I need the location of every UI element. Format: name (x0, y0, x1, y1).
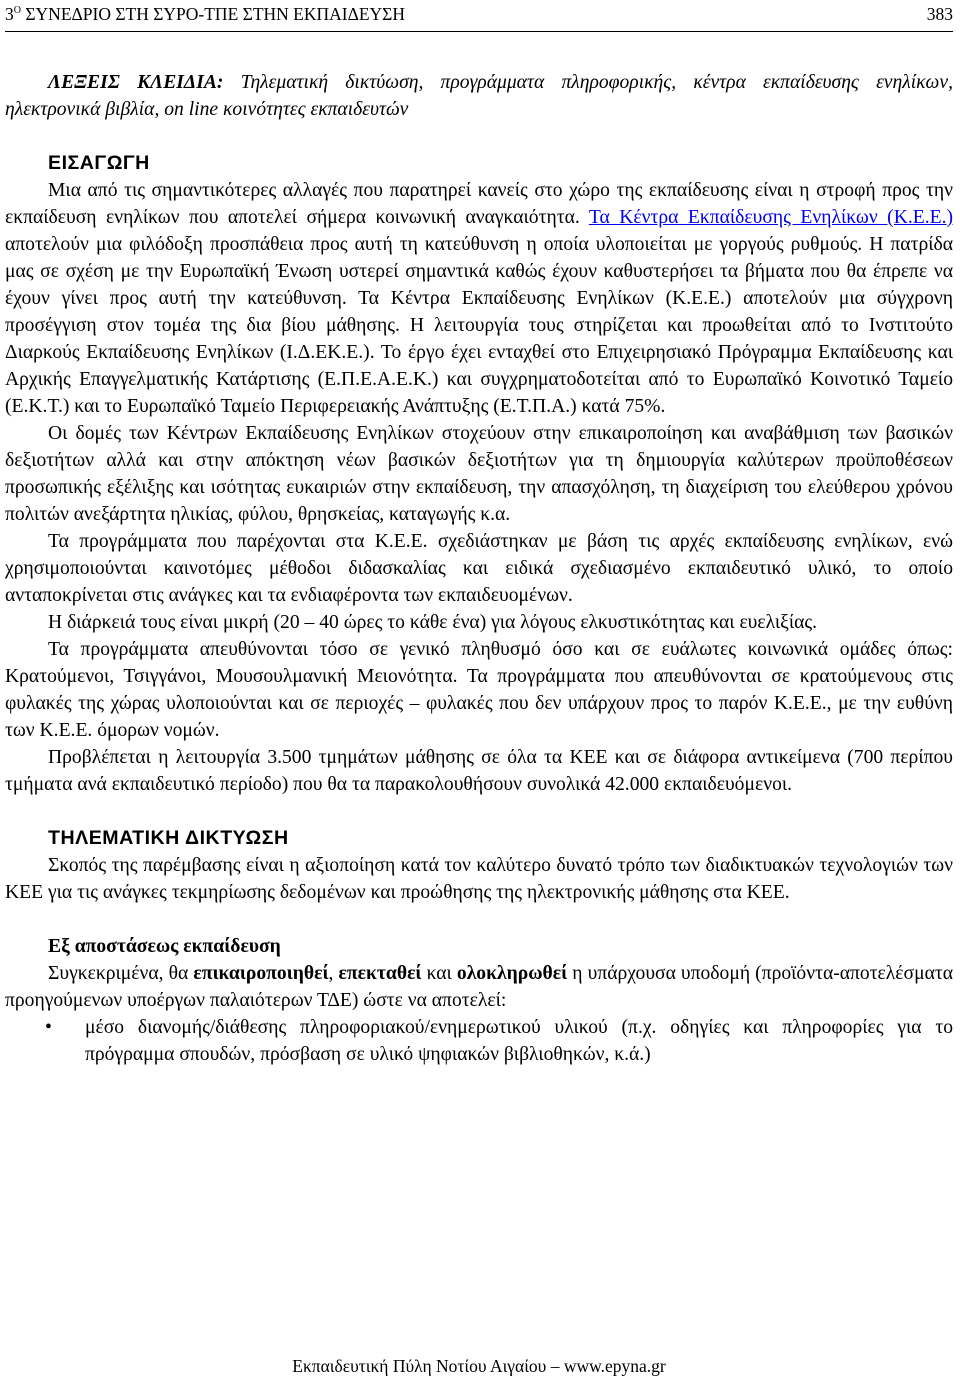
intro-paragraph-1 (5, 177, 953, 420)
kee-link[interactable]: Τα Κέντρα Εκπαίδευσης Ενηλίκων (Κ.Ε.Ε.) (588, 207, 953, 228)
keywords-text: Τηλεματική δικτύωση, προγράμματα πληροφορικής, κέντρα εκπαίδευσης ενηλίκων, ηλεκτρονικά βιβλία, on line κοινότητες εκπαιδευτών (5, 72, 953, 120)
intro-paragraph-4: Η διάρκειά τους είναι μικρή (20 – 40 ώρες το κάθε ένα) για λόγους ελκυστικότητας και ευελιξίας. (48, 612, 818, 633)
intro-paragraph-5: Τα προγράμματα απευθύνονται τόσο σε γενικό πληθυσμό όσο και σε ευάλωτες κοινωνικά ομάδες όπως: Κρατούμενοι, Τσιγγάνοι, Μουσουλμανική Μειονότητα. Τα προγράμματα που απευθύνονται σε κρατούμενους στις φυλακές της χώρας υλοποιούνται και σε περιοχές – φυλακές που δεν υπάρχουν προς το παρόν Κ.Ε.Ε., με την ευθύνη των Κ.Ε.Ε. όμορων νομών. (5, 639, 953, 741)
separator: και (421, 963, 457, 984)
distance-heading: Εξ αποστάσεως εκπαίδευση (48, 936, 281, 957)
ordinal-superscript: Ο (13, 5, 21, 16)
document-body (5, 69, 953, 1068)
document-page (5, 0, 953, 1383)
page-footer: Εκπαιδευτική Πύλη Νοτίου Αιγαίου – www.epyna.gr (292, 1356, 666, 1376)
distance-p-start: Συγκεκριμένα, θα (48, 963, 194, 984)
page-number: 383 (926, 4, 953, 24)
intro-paragraph-3: Τα προγράμματα που παρέχονται στα Κ.Ε.Ε. σχεδιάστηκαν με βάση τις αρχές εκπαίδευσης ενηλίκων, ενώ χρησιμοποιούνται καινοτόμες μέθοδοι διδασκαλίας και ειδικά σχεδιασμένο εκπαιδευτικό υλικό, το οποίο ανταποκρίνεται στις ανάγκες και τα ενδιαφέροντα των εκπαιδευομένων. (5, 531, 953, 606)
intro-p1-rest: αποτελούν μια φιλόδοξη προσπάθεια προς αυτή τη κατεύθυνση η οποία υλοποιείται με γοργούς ρυθμούς. Η πατρίδα μας σε σχέση με την Ευρωπαϊκή Ένωση υστερεί σημαντικά καθώς έχουν καθυστερήσει τα βήματα που θα έπρεπε να έχουν γίνει προς αυτή την κατεύθυνση. Τα Κέντρα Εκπαίδευσης Ενηλίκων (Κ.Ε.Ε.) αποτελούν μια σύγχρονη προσέγγιση στον τομέα της δια βίου μάθησης. Η λειτουργία τους στηρίζεται και προωθείται από το Ινστιτούτο Διαρκούς Εκπαίδευσης Ενηλίκων (Ι.Δ.ΕΚ.Ε.). Το έργο έχει ενταχθεί στο Επιχειρησιακό Πρόγραμμα Εκπαίδευσης και Αρχικής Επαγγελματικής Κατάρτισης (Ε.Π.Ε.Α.Ε.Κ.) και συγχρηματοδοτείται από το Ευρωπαϊκό Κοινοτικό Ταμείο (Ε.Κ.Τ.) και το Ευρωπαϊκό Ταμείο Περιφερειακής Ανάπτυξης (Ε.Τ.Π.Α.) κατά 75%. (5, 234, 953, 417)
list-item-text: μέσο διανομής/διάθεσης πληροφοριακού/ενημερωτικού υλικού (π.χ. οδηγίες και πληροφορίες για το πρόγραμμα σπουδών, πρόσβαση σε υλικό ψηφιακών βιβλιοθηκών, κ.ά.) (85, 1017, 953, 1065)
keyword-update: επικαιροποιηθεί (193, 963, 329, 984)
intro-paragraph-2: Οι δομές των Κέντρων Εκπαίδευσης Ενηλίκων στοχεύουν στην επικαιροποίηση και αναβάθμιση των βασικών δεξιοτήτων αλλά και στην απόκτηση νέων βασικών δεξιοτήτων για τη δημιουργία καλύτερων προϋποθέσεων προσωπικής εξέλιξης και ισότητας ευκαιριών στην εκπαίδευση, την απασχόληση, τη διαχείριση του ελεύθερου χρόνου πολιτών ανεξάρτητα ηλικίας, φύλου, θρησκείας, καταγωγής κ.α. (5, 423, 953, 525)
running-header (5, 2, 953, 28)
bullet-icon: • (45, 1017, 52, 1038)
distance-p-rest: η υπάρχουσα υποδομή (προϊόντα-αποτελέσματα προηγούμενων υποέργων παλαιότερων ΤΔΕ) ώστε να αποτελεί: (5, 963, 953, 1011)
telematics-heading: ΤΗΛΕΜΑΤΙΚΗ ΔΙΚΤΥΩΣΗ (48, 827, 289, 849)
keywords-label: ΛΕΞΕΙΣ ΚΛΕΙΔΙΑ: (48, 72, 224, 93)
conference-number: 3 (5, 4, 14, 24)
intro-heading: ΕΙΣΑΓΩΓΗ (48, 152, 150, 174)
distance-bullet-list (5, 1014, 953, 1068)
intro-p1-start: Μια από τις σημαντικότερες αλλαγές που παρατηρεί κανείς στο χώρο της εκπαίδευσης είναι η στροφή προς την εκπαίδευση ενηλίκων που αποτελεί σήμερα κοινωνική αναγκαιότητα. (5, 180, 953, 228)
intro-paragraph-6: Προβλέπεται η λειτουργία 3.500 τμημάτων μάθησης σε όλα τα ΚΕΕ και σε διάφορα αντικείμενα (700 περίπου τμήματα ανά εκπαιδευτικό περίοδο) που θα τα παρακολουθήσουν συνολικά 42.000 εκπαιδευόμενοι. (5, 747, 953, 795)
conference-title (5, 2, 405, 26)
spacer (5, 798, 953, 825)
keyword-complete: ολοκληρωθεί (456, 963, 568, 984)
spacer (5, 906, 953, 933)
separator: , (328, 963, 339, 984)
spacer (5, 123, 953, 150)
conference-title-text: ΣΥΝΕΔΡΙΟ ΣΤΗ ΣΥΡΟ-ΤΠΕ ΣΤΗΝ ΕΚΠΑΙΔΕΥΣΗ (20, 4, 406, 24)
distance-paragraph (5, 960, 953, 1014)
list-item (5, 1014, 953, 1068)
header-rule (5, 31, 953, 32)
telematics-paragraph: Σκοπός της παρέμβασης είναι η αξιοποίηση κατά τον καλύτερο δυνατό τρόπο των διαδικτυακών τεχνολογιών των ΚΕΕ για τις ανάγκες τεκμηρίωσης δεδομένων και προώθησης της ηλεκτρονικής μάθησης στα ΚΕΕ. (5, 855, 953, 903)
keyword-extend: επεκταθεί (338, 963, 422, 984)
keywords-paragraph (5, 69, 953, 123)
